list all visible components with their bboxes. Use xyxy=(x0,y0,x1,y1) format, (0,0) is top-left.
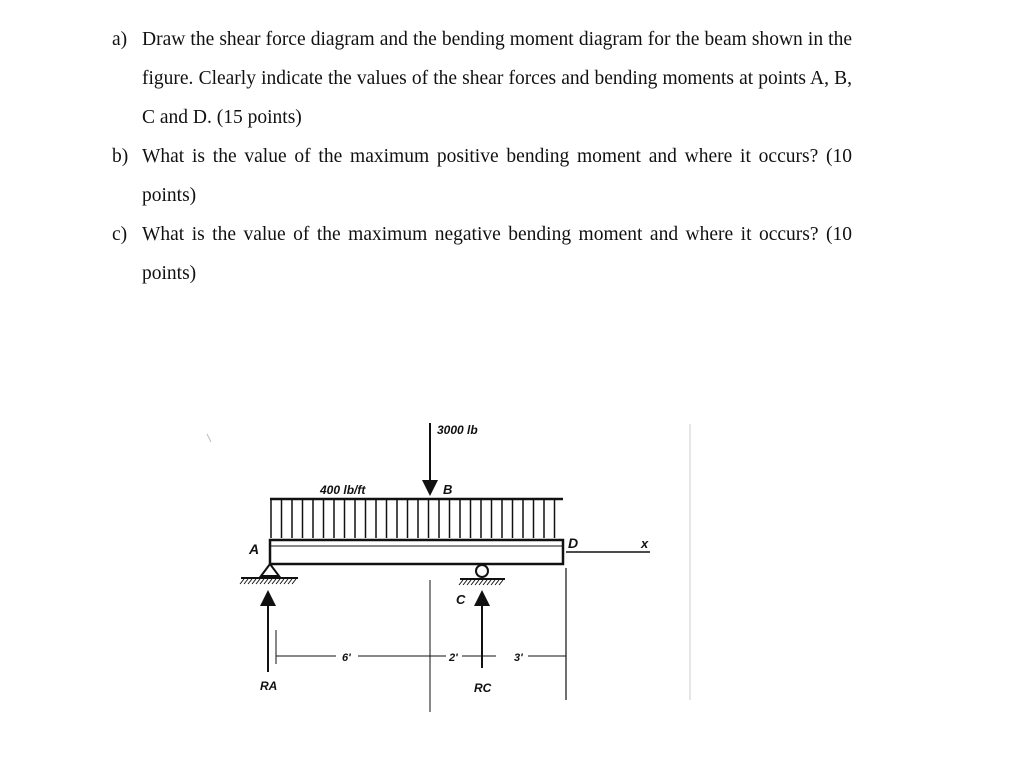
dimension-cd-label: 3' xyxy=(514,652,523,664)
point-d-label: D xyxy=(568,535,579,551)
hatch-mark xyxy=(495,580,499,585)
dimension-bc-label: 2' xyxy=(449,652,458,664)
point-b-label: B xyxy=(443,482,453,497)
hatch-mark xyxy=(284,579,288,584)
point-c-label: C xyxy=(456,592,466,607)
hatch-mark xyxy=(467,580,471,585)
question-b-text: What is the value of the maximum positive bending moment and where it occurs? (10 points) xyxy=(142,146,852,206)
dimension-ab-label: 6' xyxy=(342,652,351,664)
hatch-mark xyxy=(288,579,292,584)
question-a-text: Draw the shear force diagram and the bending moment diagram for the beam shown in the figure. Clearly indicate the values of the shear forces and bending moments at points A, B, C and D. (15 points) xyxy=(142,29,852,128)
hatch-mark xyxy=(268,579,272,584)
question-c-text: What is the value of the maximum negative bending moment and where it occurs? (10 points) xyxy=(142,224,852,284)
pin-support-a xyxy=(240,564,298,584)
roller-support-c xyxy=(459,565,505,585)
hatch-mark xyxy=(264,579,268,584)
hatch-mark xyxy=(459,580,463,585)
hatch-mark xyxy=(244,579,248,584)
question-b-label: b) xyxy=(112,146,129,167)
hatch-mark xyxy=(471,580,475,585)
reaction-a-label: RA xyxy=(260,679,278,693)
hatch-mark xyxy=(252,579,256,584)
distributed-load xyxy=(270,499,563,538)
hatch-mark xyxy=(463,580,467,585)
hatch-mark xyxy=(479,580,483,585)
question-c-label: c) xyxy=(112,224,128,245)
hatch-mark xyxy=(491,580,495,585)
hatch-mark xyxy=(272,579,276,584)
hatch-mark xyxy=(499,580,503,585)
question-a-label: a) xyxy=(112,29,128,50)
hatch-mark xyxy=(280,579,284,584)
beam xyxy=(270,540,563,564)
hatch-mark xyxy=(475,580,479,585)
hatch-mark xyxy=(483,580,487,585)
scan-mark-left xyxy=(207,434,211,442)
hatch-mark xyxy=(276,579,280,584)
distributed-load-arrows xyxy=(271,499,555,538)
hatch-mark xyxy=(248,579,252,584)
distributed-load-label: 400 lb/ft xyxy=(320,483,366,497)
hatch-mark xyxy=(256,579,260,584)
point-load-label: 3000 lb xyxy=(437,423,478,437)
point-a-label: A xyxy=(249,541,260,557)
hatch-mark xyxy=(487,580,491,585)
x-axis-label: x xyxy=(641,536,649,551)
reaction-c-label: RC xyxy=(474,681,492,695)
hatch-mark xyxy=(292,579,296,584)
hatch-mark xyxy=(260,579,264,584)
hatch-mark xyxy=(240,579,244,584)
